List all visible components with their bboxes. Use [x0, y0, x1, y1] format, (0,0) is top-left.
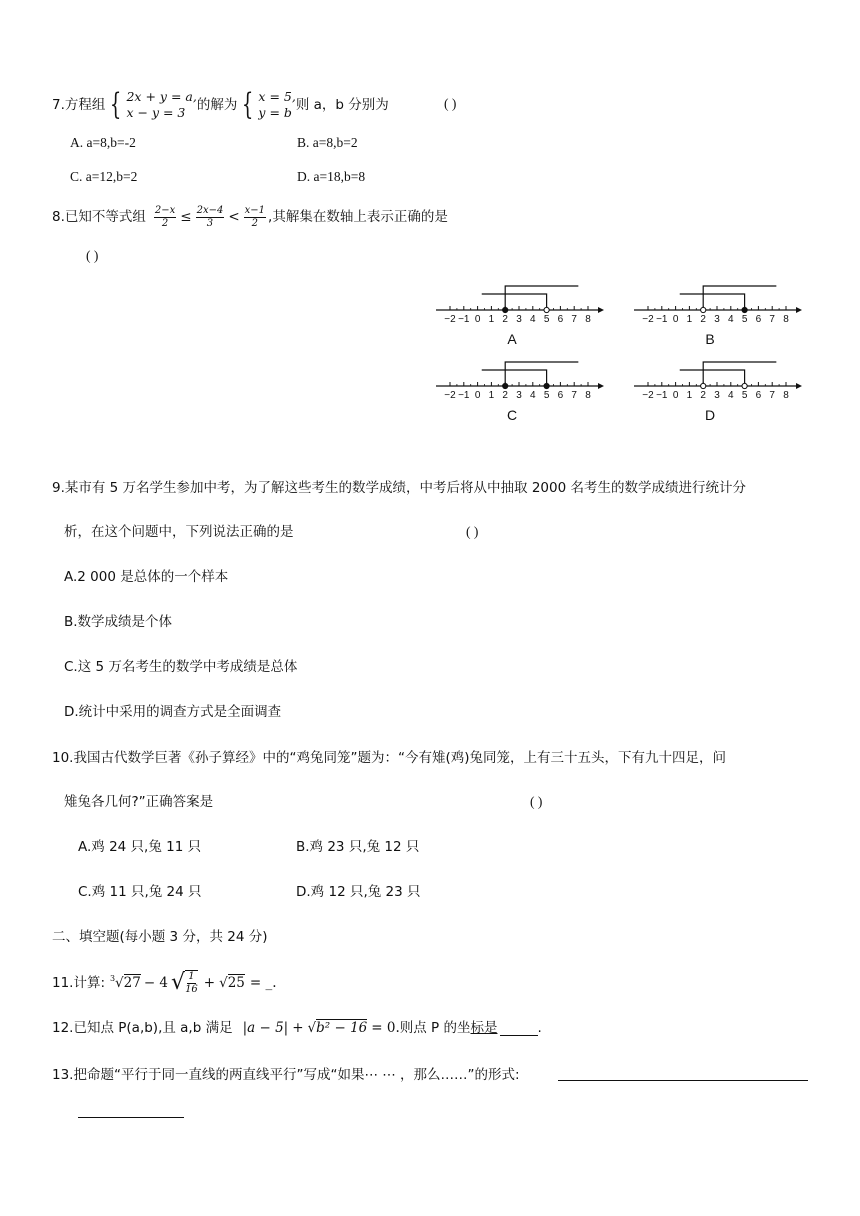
q10-option-c: C.鸡 11 只,兔 24 只 [78, 884, 202, 900]
q8-prefix: 8.已知不等式组 [52, 209, 146, 225]
q10-line2: 雉兔各几何?”正确答案是 [64, 794, 214, 810]
axis-tick-label: −1 [458, 390, 470, 401]
endpoint-right [742, 307, 747, 312]
axis-tick-label: 2 [502, 314, 508, 325]
axis-tick-label: −2 [642, 390, 654, 401]
axis-tick-label: −1 [458, 314, 470, 325]
q7-option-a: A. a=8,b=-2 [70, 135, 136, 150]
axis-arrow-icon [796, 307, 802, 313]
axis-tick-label: 3 [714, 314, 720, 325]
endpoint-right [544, 383, 549, 388]
diagram-label-B: B [705, 331, 715, 347]
number-line-D [634, 362, 802, 423]
q12-answer-blank[interactable] [500, 1021, 538, 1036]
axis-arrow-icon [598, 383, 604, 389]
q12-prefix: 12.已知点 P(a,b),且 a,b 满足 [52, 1020, 233, 1036]
axis-tick-label: 5 [741, 314, 748, 325]
axis-tick-label: 7 [769, 314, 775, 325]
q7-sys1-line2: x − y = 3 [126, 105, 186, 120]
axis-tick-label: 5 [741, 390, 748, 401]
axis-tick-label: 2 [700, 314, 706, 325]
axis-tick-label: −2 [642, 314, 654, 325]
q7-sys1-line1: 2x + y = a, [126, 89, 197, 104]
question-7 [52, 87, 389, 122]
q7-equation-system [105, 89, 196, 121]
axis-tick-label: 4 [530, 390, 536, 401]
q10-line1: 10.我国古代数学巨著《孙子算经》中的“鸡兔同笼”题为：“今有雉(鸡)兔同笼，上有三十五头，下有九十四足，问 [52, 750, 726, 766]
q9-option-b: B.数学成绩是个体 [64, 614, 173, 630]
axis-tick-label: 6 [755, 390, 762, 401]
axis-tick-label: 6 [557, 314, 564, 325]
q12-abs-expr: |a − 5| [242, 1020, 289, 1036]
axis-tick-label: 1 [686, 314, 693, 325]
endpoint-right [742, 383, 747, 388]
axis-tick-label: 1 [686, 390, 693, 401]
q11-minus-four: − 4 [143, 975, 169, 991]
q13-text: 13.把命题“平行于同一直线的两直线平行”写成“如果⋯ ⋯ ，那么……”的形式: [52, 1067, 520, 1083]
question-8 [52, 202, 448, 232]
q7-answer-paren: ( ) [444, 96, 457, 111]
q12-plus: + [292, 1020, 304, 1036]
ray-x-ge-left [505, 362, 578, 386]
axis-arrow-icon [598, 307, 604, 313]
axis-tick-label: 7 [571, 390, 577, 401]
number-line-C [436, 362, 604, 423]
q8-answer-paren: ( ) [86, 248, 99, 263]
endpoint-left [503, 307, 508, 312]
axis-tick-label: 4 [728, 314, 734, 325]
q12-suffix-underlined: 标是 [470, 1020, 498, 1036]
diagram-label-A: A [507, 331, 517, 347]
axis-tick-label: 6 [755, 314, 762, 325]
axis-tick-label: 8 [783, 390, 789, 401]
q9-answer-paren: ( ) [466, 524, 479, 539]
q11-cube-root: 3 √27 [110, 974, 141, 991]
q9-option-c: C.这 5 万名考生的数学中考成绩是总体 [64, 659, 298, 675]
question-11 [52, 966, 277, 1000]
endpoint-left [701, 383, 706, 388]
axis-tick-label: 4 [728, 390, 734, 401]
axis-tick-label: 0 [474, 314, 481, 325]
axis-tick-label: 7 [571, 314, 577, 325]
q13-answer-blank-2[interactable] [78, 1117, 184, 1118]
q10-option-d: D.鸡 12 只,兔 23 只 [296, 884, 421, 900]
axis-tick-label: −2 [444, 390, 456, 401]
diagram-label-D: D [705, 407, 716, 423]
q8-fraction-2: $\frac{2x-4}{3}$ [196, 204, 224, 229]
q7-solution-system [237, 89, 296, 121]
axis-tick-label: 0 [474, 390, 481, 401]
q7-option-b: B. a=8,b=2 [297, 135, 358, 150]
q9-option-d: D.统计中采用的调查方式是全面调查 [64, 704, 282, 720]
axis-tick-label: 8 [783, 314, 789, 325]
q8-fraction-1: $\frac{2-x}{2}$ [154, 204, 176, 229]
axis-tick-label: 3 [516, 390, 522, 401]
q7-suffix: 则 a，b 分别为 [295, 97, 389, 113]
axis-tick-label: 8 [585, 314, 591, 325]
section-2-title: 二、填空题(每小题 3 分，共 24 分) [52, 929, 268, 945]
axis-arrow-icon [796, 383, 802, 389]
q12-eq: = 0. [371, 1020, 400, 1036]
q7-prefix: 7.方程组 [52, 97, 106, 113]
q8-fraction-3: $\frac{x-1}{2}$ [244, 204, 266, 229]
axis-tick-label: 1 [488, 390, 495, 401]
axis-tick-label: 4 [530, 314, 536, 325]
ray-x-ge-left [703, 286, 776, 310]
q10-option-a: A.鸡 24 只,兔 11 只 [78, 839, 202, 855]
q11-plus: + [203, 975, 216, 991]
q9-line2: 析，在这个问题中，下列说法正确的是 [64, 524, 294, 540]
diagram-label-C: C [507, 407, 518, 423]
ray-x-ge-left [505, 286, 578, 310]
q8-number-line-diagrams [430, 270, 810, 430]
q12-end: . [537, 1020, 542, 1036]
axis-tick-label: −1 [656, 390, 668, 401]
q10-option-b: B.鸡 23 只,兔 12 只 [296, 839, 420, 855]
q7-option-c: C. a=12,b=2 [70, 169, 138, 184]
axis-tick-label: 7 [769, 390, 775, 401]
q7-sys2-line2: y = b [258, 105, 292, 120]
axis-tick-label: 3 [714, 390, 720, 401]
q7-option-d: D. a=18,b=8 [297, 169, 366, 184]
axis-tick-label: 6 [557, 390, 564, 401]
q12-suffix: 则点 P 的坐 [399, 1020, 471, 1036]
q8-lt-sign: < [228, 209, 240, 225]
endpoint-left [701, 307, 706, 312]
q8-le-sign: ≤ [180, 209, 192, 225]
question-12 [52, 1016, 542, 1040]
q11-sqrt-fraction: √ $\frac{1}{16}$ [171, 970, 198, 995]
q10-answer-paren: ( ) [530, 794, 543, 809]
ray-x-ge-left [703, 362, 776, 386]
axis-tick-label: 5 [543, 390, 550, 401]
q11-sqrt-25: √25 [219, 975, 245, 991]
left-brace-icon: { [110, 87, 122, 122]
q12-sqrt: √b² − 16 [307, 1020, 368, 1036]
axis-tick-label: −1 [656, 314, 668, 325]
axis-tick-label: 2 [502, 390, 508, 401]
axis-tick-label: 5 [543, 314, 550, 325]
axis-tick-label: 0 [672, 390, 679, 401]
axis-tick-label: 1 [488, 314, 495, 325]
number-line-A [436, 286, 604, 347]
number-line-B [634, 286, 802, 347]
q9-line1: 9.某市有 5 万名学生参加中考，为了解这些考生的数学成绩，中考后将从中抽取 2000 名考生的数学成绩进行统计分 [52, 480, 746, 496]
q7-sys2-line1: x = 5, [258, 89, 296, 104]
left-brace-icon: { [242, 87, 254, 122]
axis-tick-label: 8 [585, 390, 591, 401]
axis-tick-label: −2 [444, 314, 456, 325]
endpoint-left [503, 383, 508, 388]
axis-tick-label: 0 [672, 314, 679, 325]
q13-answer-blank-1[interactable] [558, 1080, 808, 1081]
q11-prefix: 11.计算: [52, 975, 106, 991]
q11-equals-blank: = _. [249, 975, 277, 991]
q9-option-a: A.2 000 是总体的一个样本 [64, 569, 229, 585]
q8-suffix: ,其解集在数轴上表示正确的是 [268, 209, 448, 225]
axis-tick-label: 2 [700, 390, 706, 401]
q7-mid: 的解为 [196, 97, 238, 113]
endpoint-right [544, 307, 549, 312]
axis-tick-label: 3 [516, 314, 522, 325]
